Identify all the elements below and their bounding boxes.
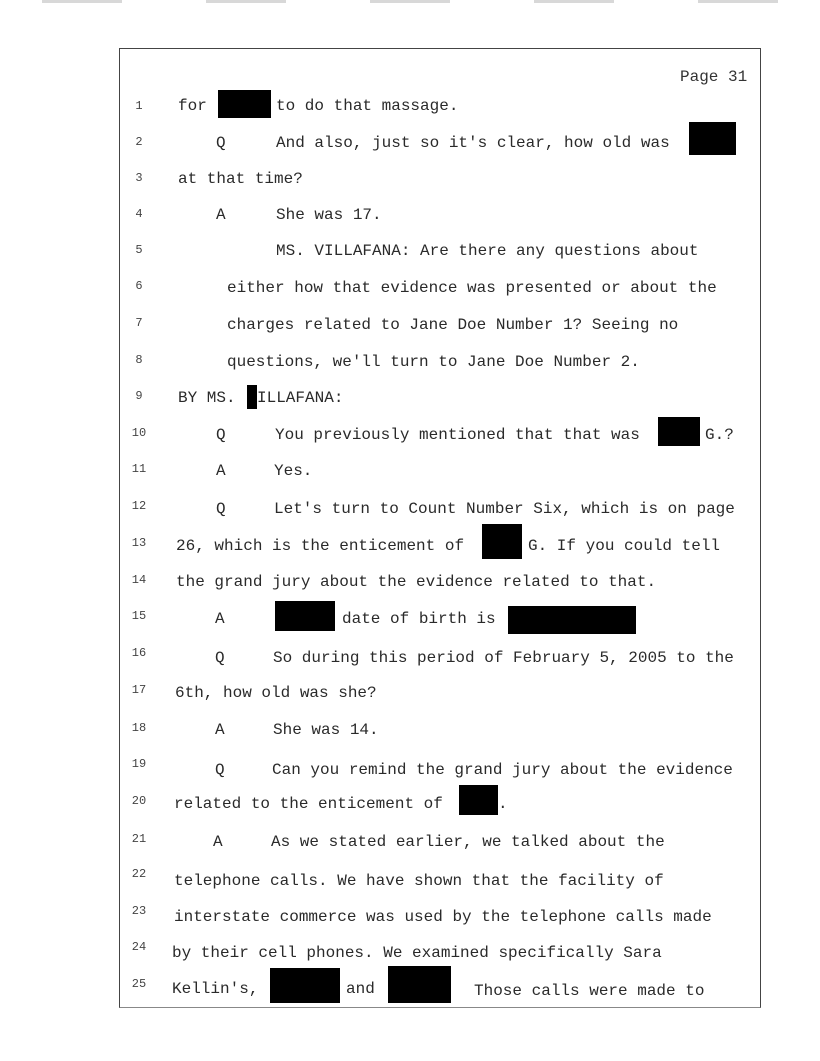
transcript-text: and bbox=[346, 980, 375, 998]
scan-mark bbox=[534, 0, 614, 3]
scan-top-marks bbox=[0, 0, 820, 8]
transcript-text: by their cell phones. We examined specifically Sara bbox=[172, 944, 662, 962]
line-number: 7 bbox=[135, 316, 143, 330]
line-number: 5 bbox=[135, 243, 143, 257]
line-number: 10 bbox=[131, 426, 147, 440]
page-number: Page 31 bbox=[680, 68, 748, 86]
line-number: 17 bbox=[131, 683, 147, 697]
line-number: 1 bbox=[135, 99, 143, 113]
scan-mark bbox=[42, 0, 122, 3]
line-number: 25 bbox=[131, 977, 147, 991]
speaker-label: A bbox=[215, 721, 225, 739]
redaction-box bbox=[658, 417, 700, 446]
line-number: 21 bbox=[131, 832, 147, 846]
redaction-box bbox=[459, 785, 498, 815]
transcript-text: Can you remind the grand jury about the evidence bbox=[272, 761, 733, 779]
transcript-text: 26, which is the enticement of bbox=[176, 537, 465, 555]
transcript-text: . bbox=[498, 795, 508, 813]
redaction-box bbox=[689, 122, 736, 155]
transcript-text: either how that evidence was presented or about the bbox=[227, 279, 717, 297]
line-number: 3 bbox=[135, 171, 143, 185]
speaker-label: Q bbox=[216, 426, 226, 444]
transcript-text: She was 17. bbox=[276, 206, 382, 224]
transcript-text: G. If you could tell bbox=[528, 537, 721, 555]
redaction-box bbox=[482, 524, 522, 559]
speaker-label: A bbox=[216, 206, 226, 224]
transcript-text: Let's turn to Count Number Six, which is on page bbox=[274, 500, 735, 518]
transcript-text: ILLAFANA: bbox=[257, 389, 344, 407]
transcript-text: Those calls were made to bbox=[474, 982, 705, 1000]
speaker-label: A bbox=[213, 833, 223, 851]
line-number: 6 bbox=[135, 279, 143, 293]
transcript-text: for bbox=[178, 97, 207, 115]
transcript-text: BY MS. bbox=[178, 389, 236, 407]
transcript-text: You previously mentioned that that was bbox=[275, 426, 640, 444]
transcript-text: And also, just so it's clear, how old was bbox=[276, 134, 670, 152]
line-number: 9 bbox=[135, 389, 143, 403]
line-number: 23 bbox=[131, 904, 147, 918]
line-number: 18 bbox=[131, 721, 147, 735]
transcript-text: 6th, how old was she? bbox=[175, 684, 377, 702]
speaker-label: Q bbox=[216, 134, 226, 152]
transcript-text: date of birth is bbox=[342, 610, 496, 628]
transcript-text: at that time? bbox=[178, 170, 303, 188]
speaker-label: Q bbox=[215, 761, 225, 779]
line-number: 14 bbox=[131, 573, 147, 587]
scan-mark bbox=[206, 0, 286, 3]
transcript-text: charges related to Jane Doe Number 1? Seeing no bbox=[227, 316, 679, 334]
redaction-box bbox=[270, 968, 340, 1003]
transcript-text: Kellin's, bbox=[172, 980, 259, 998]
transcript-text: interstate commerce was used by the telephone calls made bbox=[174, 908, 712, 926]
speaker-label: A bbox=[215, 610, 225, 628]
line-number: 22 bbox=[131, 867, 147, 881]
transcript-text: telephone calls. We have shown that the facility of bbox=[174, 872, 664, 890]
line-number: 13 bbox=[131, 536, 147, 550]
redaction-box bbox=[388, 966, 451, 1003]
line-number: 4 bbox=[135, 207, 143, 221]
redaction-box bbox=[218, 90, 271, 118]
line-number: 12 bbox=[131, 499, 147, 513]
speaker-label: Q bbox=[215, 649, 225, 667]
transcript-text: Yes. bbox=[274, 462, 313, 480]
transcript-text: So during this period of February 5, 2005 to the bbox=[273, 649, 734, 667]
transcript-text: related to the enticement of bbox=[174, 795, 443, 813]
transcript-text: MS. VILLAFANA: Are there any questions about bbox=[276, 242, 699, 260]
line-number: 16 bbox=[131, 646, 147, 660]
scan-mark bbox=[370, 0, 450, 3]
speaker-label: Q bbox=[216, 500, 226, 518]
speaker-label: A bbox=[216, 462, 226, 480]
line-number: 2 bbox=[135, 135, 143, 149]
redaction-box bbox=[275, 601, 335, 631]
scan-mark bbox=[698, 0, 778, 3]
transcript-text: She was 14. bbox=[273, 721, 379, 739]
transcript-page-border bbox=[119, 48, 761, 1008]
line-number: 24 bbox=[131, 940, 147, 954]
transcript-text: G.? bbox=[705, 426, 734, 444]
line-number: 8 bbox=[135, 353, 143, 367]
transcript-text: As we stated earlier, we talked about the bbox=[271, 833, 665, 851]
transcript-text: the grand jury about the evidence related to that. bbox=[176, 573, 657, 591]
line-number: 11 bbox=[131, 462, 147, 476]
redaction-box bbox=[508, 606, 636, 634]
transcript-text: to do that massage. bbox=[276, 97, 459, 115]
line-number: 20 bbox=[131, 794, 147, 808]
transcript-text: questions, we'll turn to Jane Doe Number 2. bbox=[227, 353, 640, 371]
redaction-box bbox=[247, 385, 257, 409]
line-number: 15 bbox=[131, 609, 147, 623]
line-number: 19 bbox=[131, 757, 147, 771]
